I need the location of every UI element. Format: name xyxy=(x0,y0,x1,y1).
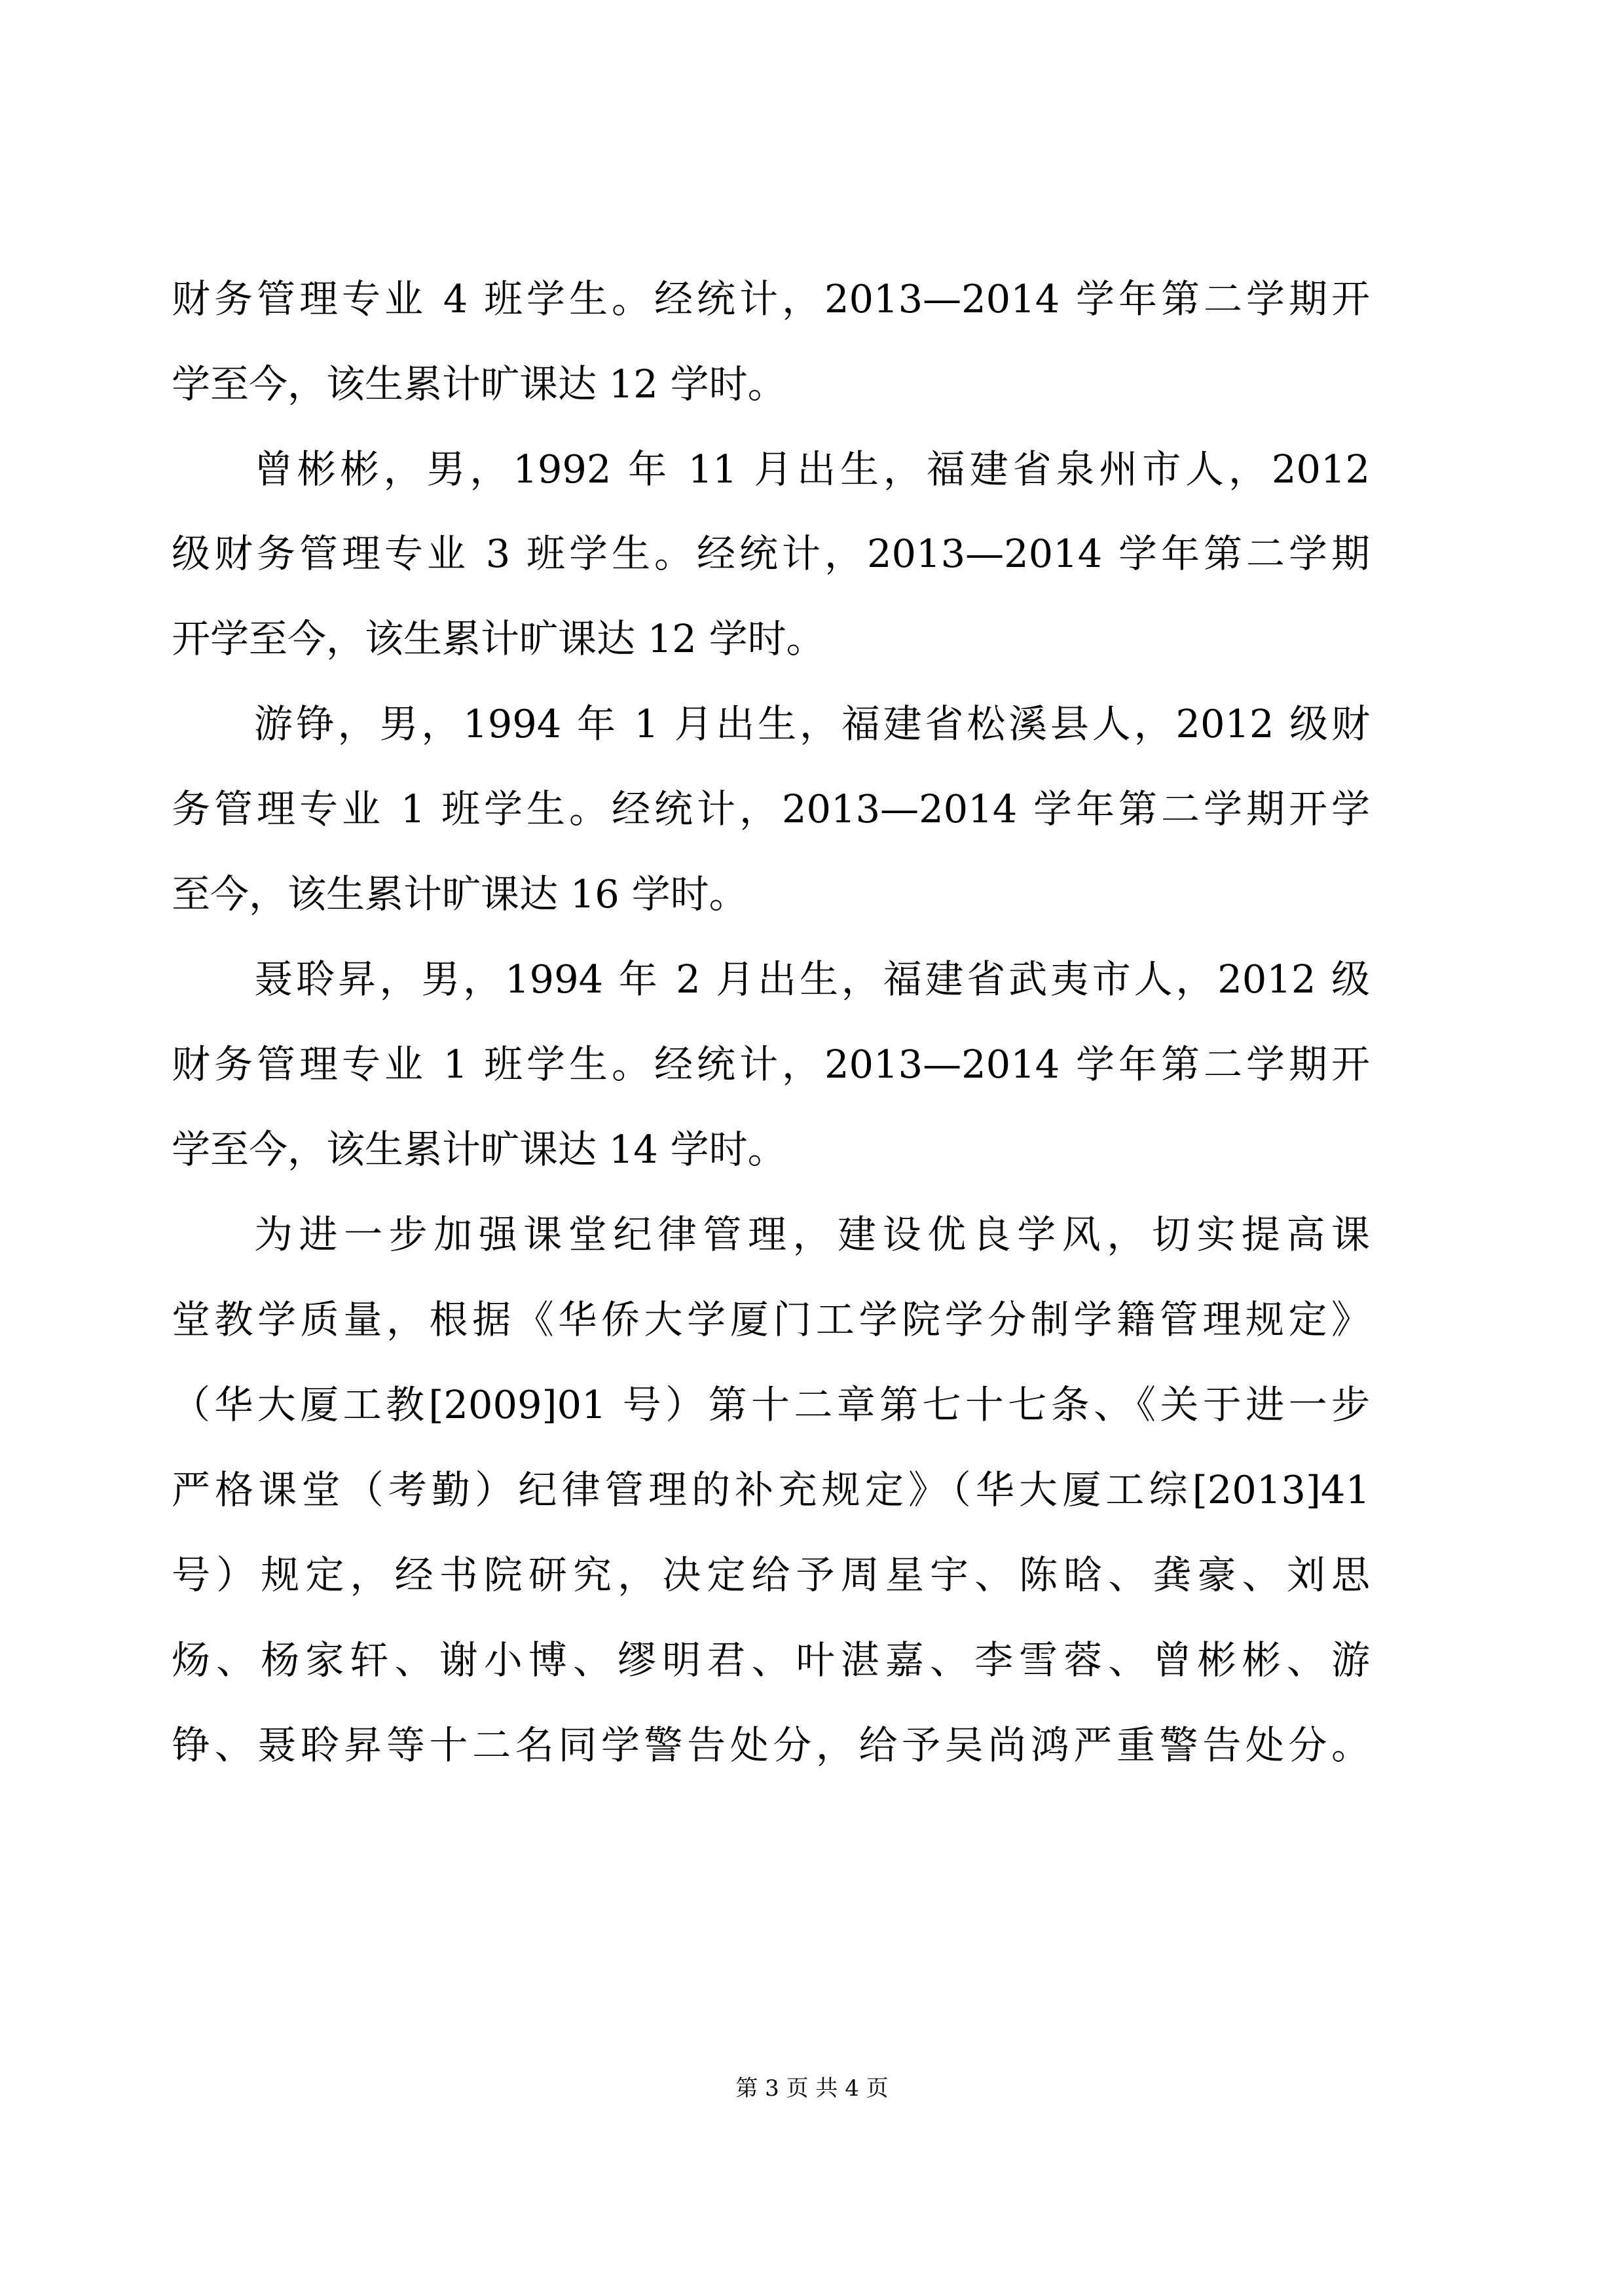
text-line: 务管理专业 1 班学生。经统计，2013—2014 学年第二学期开学 xyxy=(172,786,1370,831)
text-line: （华大厦工教[2009]01 号）第十二章第七十七条、《关于进一步 xyxy=(172,1382,1370,1427)
text-line: 严格课堂（考勤）纪律管理的补充规定》（华大厦工综[2013]41 xyxy=(172,1467,1370,1512)
text-line: 财务管理专业 4 班学生。经统计，2013—2014 学年第二学期开 xyxy=(172,276,1370,321)
text-line: 至今，该生累计旷课达 16 学时。 xyxy=(172,871,748,917)
text-line: 学至今，该生累计旷课达 12 学时。 xyxy=(172,361,786,407)
text-line: 聂聆昇，男，1994 年 2 月出生，福建省武夷市人，2012 级 xyxy=(254,957,1370,1002)
text-line: 开学至今，该生累计旷课达 12 学时。 xyxy=(172,616,825,661)
text-line: 号）规定，经书院研究，决定给予周星宇、陈晗、龚豪、刘思 xyxy=(172,1552,1370,1597)
text-line: 堂教学质量，根据《华侨大学厦门工学院学分制学籍管理规定》 xyxy=(172,1297,1370,1342)
text-line: 为进一步加强课堂纪律管理，建设优良学风，切实提高课 xyxy=(254,1212,1370,1257)
text-line: 游铮，男，1994 年 1 月出生，福建省松溪县人，2012 级财 xyxy=(254,701,1370,746)
text-line: 级财务管理专业 3 班学生。经统计，2013—2014 学年第二学期 xyxy=(172,531,1370,576)
text-line: 炀、杨家轩、谢小博、缪明君、叶湛嘉、李雪蓉、曾彬彬、游 xyxy=(172,1637,1370,1683)
text-line: 财务管理专业 1 班学生。经统计，2013—2014 学年第二学期开 xyxy=(172,1042,1370,1087)
page-number: 第 3 页 共 4 页 xyxy=(735,2075,889,2102)
text-line: 铮、聂聆昇等十二名同学警告处分，给予吴尚鸿严重警告处分。 xyxy=(172,1722,1370,1768)
text-line: 曾彬彬，男，1992 年 11 月出生，福建省泉州市人，2012 xyxy=(254,446,1370,492)
text-line: 学至今，该生累计旷课达 14 学时。 xyxy=(172,1127,786,1172)
